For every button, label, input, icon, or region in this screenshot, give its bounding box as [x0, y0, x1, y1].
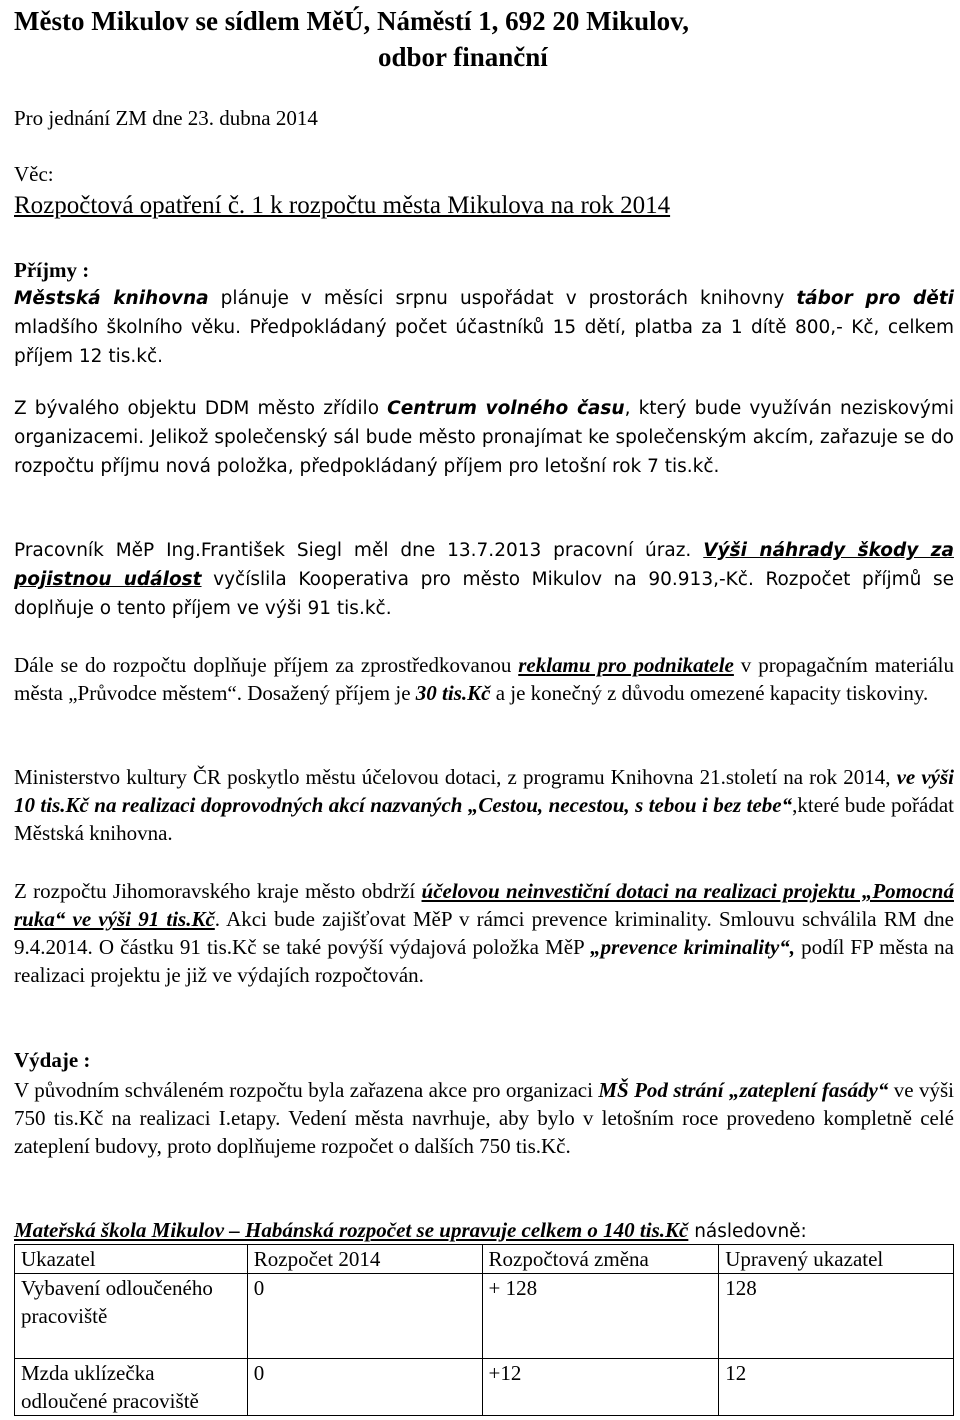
text: ve výši 750 tis.Kč na realizaci I.etapy. Vedení města navrhuje, aby bylo v letošním roce provedeno kompletně celé zateplení budovy, proto doplňujeme rozpočet o dalších 750 tis.Kč. — [14, 1078, 954, 1158]
text: podíl FP města na realizaci projektu je již ve výdajích rozpočtován. — [14, 935, 954, 987]
text: plánuje v měsíci srpnu uspořádat v prostorách knihovny — [208, 288, 797, 309]
text: Pracovník MěP Ing.František Siegl měl dne 13.7.2013 pracovní úraz. — [14, 540, 704, 561]
text-bold: Mateřská škola Mikulov – Habánská rozpočet se upravuje celkem o 140 tis.Kč — [14, 1218, 689, 1242]
text: V původním schváleném rozpočtu byla zařazena akce pro organizaci — [14, 1078, 599, 1102]
text: Z bývalého objektu DDM město zřídilo — [14, 398, 388, 419]
expenses-insulation — [14, 1076, 954, 1160]
text: Dále se do rozpočtu doplňuje příjem za zprostředkovanou — [14, 653, 519, 677]
income-advertising — [14, 651, 954, 707]
table-cell: 128 — [719, 1274, 954, 1359]
table-cell: 12 — [719, 1359, 954, 1416]
table-cell: + 128 — [482, 1274, 719, 1359]
text-bold: Městská knihovna — [14, 288, 209, 309]
header-line-2: odbor finanční — [378, 42, 548, 72]
text-bold: Centrum volného času — [387, 398, 625, 419]
income-region-grant — [14, 877, 954, 989]
text-bold: „prevence kriminality“, — [590, 935, 796, 959]
subject-label: Věc: — [14, 162, 54, 186]
income-leisure-centre — [14, 394, 954, 481]
budget-table — [14, 1244, 954, 1416]
text-bold: ve výši 10 tis.Kč na realizaci doprovodných akcí nazvaných „Cestou, necestou, s tebou i bez tebe“ — [14, 765, 954, 817]
text: mladšího školního věku. Předpokládaný počet účastníků 15 dětí, platba za 1 dítě 800,- Kč, celkem příjem 12 tis.kč. — [14, 317, 954, 367]
text: , který bude využíván neziskovými organizacemi. Jelikož společenský sál bude město pronajímat ke společenským akcím, zařazuje se do rozpočtu příjmu nová položka, předpokládaný příjem pro letošní rok 7 tis.kč. — [14, 398, 954, 477]
expenses-heading: Výdaje : — [14, 1048, 91, 1072]
text: Ministerstvo kultury ČR poskytlo městu účelovou dotaci, z programu Knihovna 21.století na rok 2014, — [14, 765, 897, 789]
text-bold: účelovou neinvestiční dotaci na realizaci projektu „Pomocná ruka“ ve výši 91 tis.Kč — [14, 879, 954, 931]
table-cell: Vybavení odloučeného pracoviště — [15, 1274, 248, 1359]
text: . Akci bude zajišťovat MěP v rámci prevence kriminality. Smlouvu schválila RM dne 9.4.2014. O částku 91 tis.Kč se také povýší výdajová položka MěP — [14, 907, 954, 959]
text-bold: tábor pro děti — [796, 288, 955, 309]
table-header-cell: Rozpočtová změna — [482, 1245, 719, 1274]
text: Z rozpočtu Jihomoravského kraje město obdrží — [14, 879, 422, 903]
text-bold: Výši náhrady škody za pojistnou událost — [14, 540, 954, 590]
meeting-date: Pro jednání ZM dne 23. dubna 2014 — [14, 106, 318, 130]
income-ministry-grant — [14, 763, 954, 847]
table-cell: Mzda uklízečka odloučené pracoviště — [15, 1359, 248, 1416]
table-header-cell: Ukazatel — [15, 1245, 248, 1274]
text-bold: 30 tis.Kč — [415, 681, 491, 705]
table-header-cell: Rozpočet 2014 — [247, 1245, 482, 1274]
text: následovně: — [688, 1221, 807, 1242]
text: ,které bude pořádat Městská knihovna. — [14, 793, 955, 845]
table-row — [15, 1359, 954, 1416]
header-line-1: Město Mikulov se sídlem MěÚ, Náměstí 1, 692 20 Mikulov, — [14, 6, 689, 36]
table-header-cell: Upravený ukazatel — [719, 1245, 954, 1274]
text: vyčíslila Kooperativa pro město Mikulov na 90.913,-Kč. Rozpočet příjmů se doplňuje o tento příjem ve výši 91 tis.kč. — [14, 569, 954, 619]
table-cell: +12 — [482, 1359, 719, 1416]
text: a je konečný z důvodu omezené kapacity tiskoviny. — [490, 681, 929, 705]
income-insurance — [14, 536, 954, 623]
text-bold: reklamu pro podnikatele — [518, 653, 734, 677]
income-heading: Příjmy : — [14, 258, 90, 282]
text: v propagačním materiálu města „Průvodce městem“. Dosažený příjem je — [14, 653, 955, 705]
table-cell: 0 — [247, 1274, 482, 1359]
expenses-kindergarten — [14, 1216, 954, 1246]
income-library-camp — [14, 284, 954, 371]
table-header-row — [15, 1245, 954, 1274]
table-row — [15, 1274, 954, 1359]
table-cell: 0 — [247, 1359, 482, 1416]
subject-title-text: Rozpočtová opatření č. 1 k rozpočtu města Mikulova na rok 2014 — [14, 192, 671, 219]
text-bold: MŠ Pod strání „zateplení fasády“ — [598, 1078, 889, 1102]
subject-title — [14, 190, 954, 222]
